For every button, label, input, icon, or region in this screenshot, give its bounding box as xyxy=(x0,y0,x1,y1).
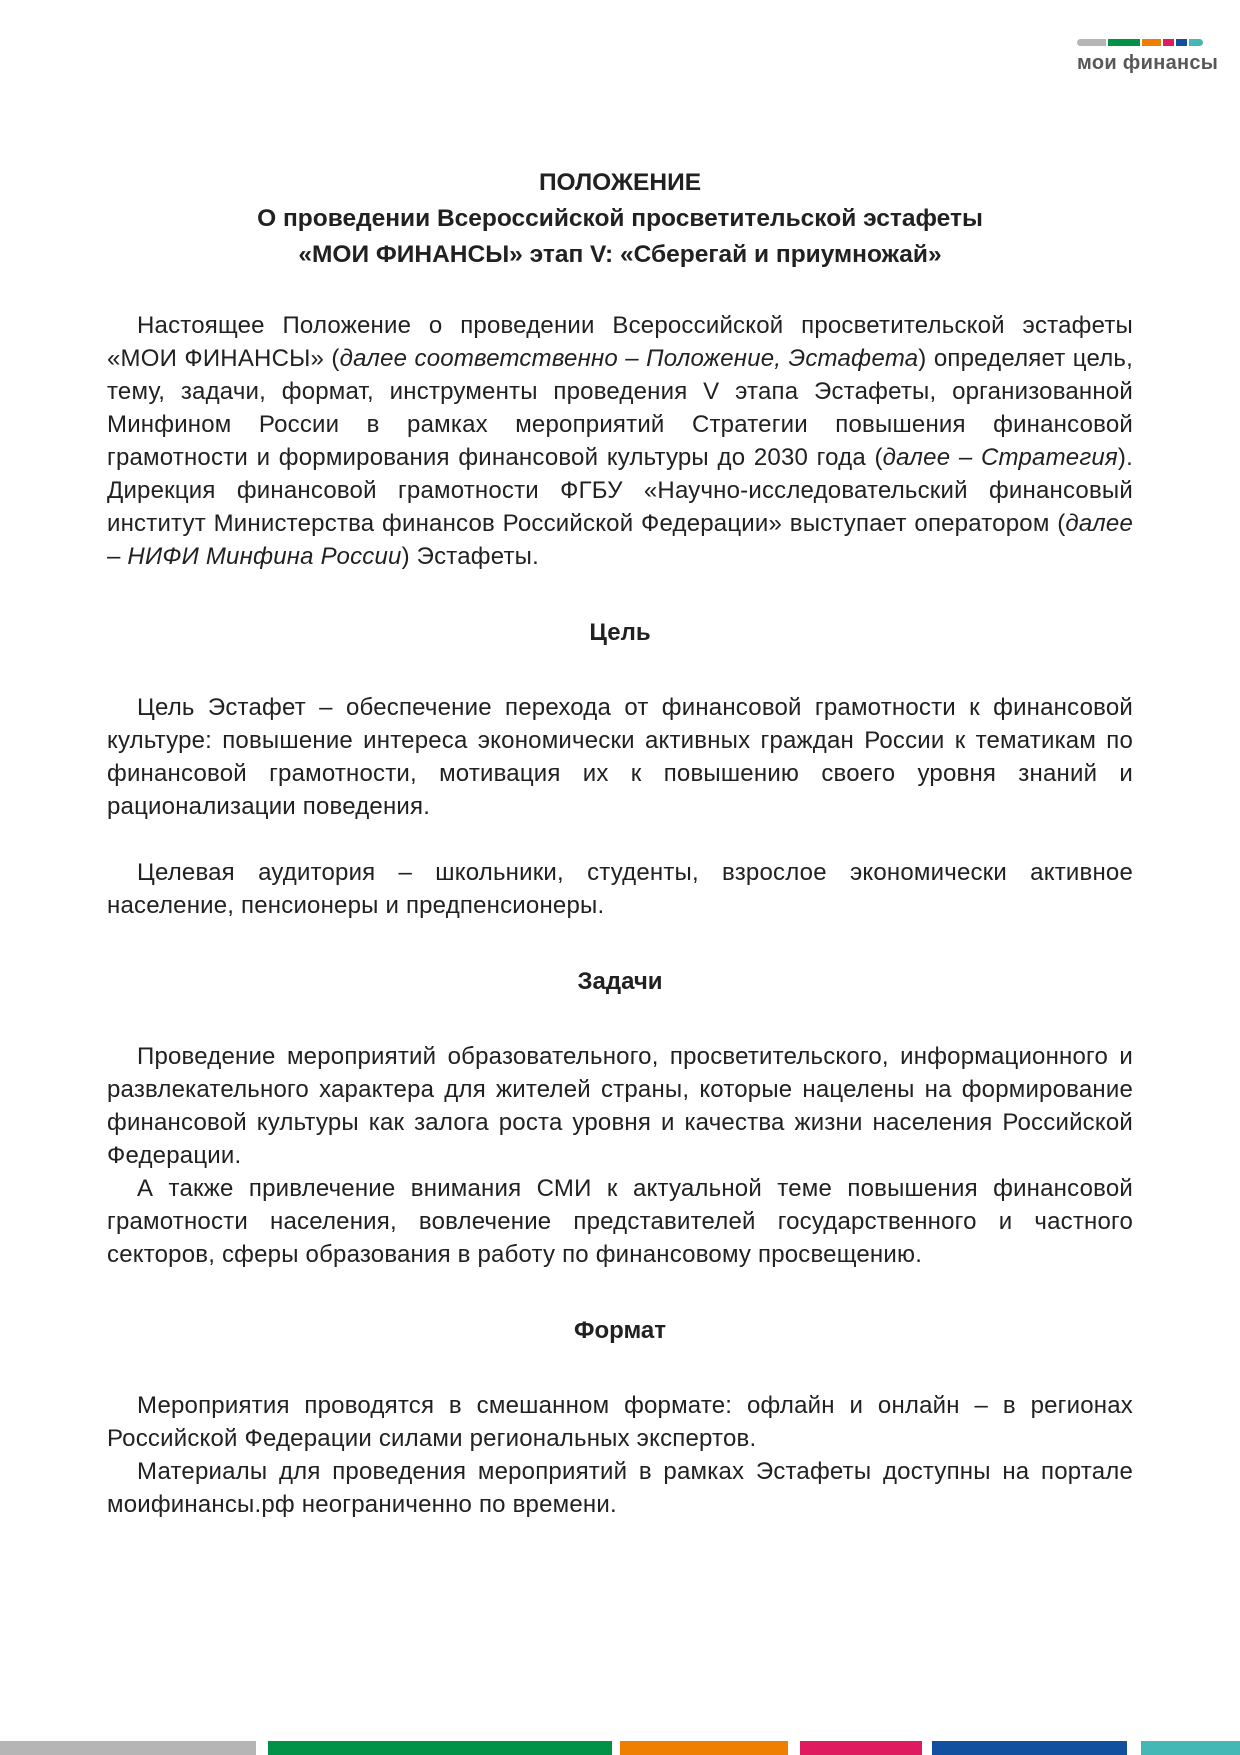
logo-bar-segment-pink xyxy=(1163,39,1174,46)
footer-bar-segment-orange xyxy=(620,1741,788,1755)
footer-bar-segment-pink xyxy=(800,1741,922,1755)
logo-wordmark: мои финансы xyxy=(1077,52,1219,74)
intro-paragraph: Настоящее Положение о проведении Всероссийской просветительской эстафеты «МОИ ФИНАНСЫ» (далее соответственно – Положение, Эстафета) определяет цель, тему, задачи, формат, инструменты проведения V этапа Эстафеты, организованной Минфином России в рамках мероприятий Стратегии повышения финансовой грамотности и формирования финансовой культуры до 2030 года (далее – Стратегия). Дирекция финансовой грамотности ФГБУ «Научно-исследовательский финансовый институт Министерства финансов Российской Федерации» выступает оператором (далее – НИФИ Минфина России) Эстафеты. xyxy=(107,312,1133,570)
logo-bar-segment-green xyxy=(1108,39,1141,46)
title-line-3: «МОИ ФИНАНСЫ» этап V: «Сберегай и приумножай» xyxy=(298,241,942,268)
footer-bar-segment-green xyxy=(268,1741,612,1755)
logo-bar-segment-blue xyxy=(1176,39,1187,46)
tasks-paragraph-2: А также привлечение внимания СМИ к актуальной теме повышения финансовой грамотности населения, вовлечение представителей государственного и частного секторов, сферы образования в работу по финансовому просвещению. xyxy=(107,1175,1133,1268)
title-line-1: ПОЛОЖЕНИЕ xyxy=(538,169,702,196)
logo-bar-segment-orange xyxy=(1142,39,1161,46)
footer-color-bar xyxy=(0,1741,1240,1755)
footer-bar-segment-gray xyxy=(0,1741,256,1755)
document-title xyxy=(107,165,1133,273)
tasks-paragraph-1: Проведение мероприятий образовательного, просветительского, информационного и развлекательного характера для жителей страны, которые нацелены на формирование финансовой культуры как залога роста уровня и качества жизни населения Российской Федерации. xyxy=(107,1043,1133,1169)
audience-paragraph: Целевая аудитория – школьники, студенты, взрослое экономически активное население, пенсионеры и предпенсионеры. xyxy=(107,859,1133,919)
footer-bar-segment-blue xyxy=(932,1741,1127,1755)
format-paragraph-1: Мероприятия проводятся в смешанном формате: офлайн и онлайн – в регионах Российской Федерации силами региональных экспертов. xyxy=(107,1392,1133,1452)
logo-bar-segment-teal xyxy=(1189,39,1203,46)
logo-color-bar-icon xyxy=(1077,39,1203,46)
title-line-2: О проведении Всероссийской просветительской эстафеты xyxy=(257,205,983,232)
goal-paragraph: Цель Эстафет – обеспечение перехода от финансовой грамотности к финансовой культуре: повышение интереса экономически активных граждан России к тематикам по финансовой грамотности, мотивация их к повышению своего уровня знаний и рационализации поведения. xyxy=(107,694,1133,820)
moi-finansy-logo xyxy=(1077,39,1219,75)
format-paragraph-2: Материалы для проведения мероприятий в рамках Эстафеты доступны на портале моифинансы.рф неограниченно по времени. xyxy=(107,1458,1133,1518)
logo-bar-segment-gray xyxy=(1077,39,1106,46)
footer-bar-segment-teal xyxy=(1141,1741,1240,1755)
section-heading-goal: Цель xyxy=(589,619,651,646)
section-heading-format: Формат xyxy=(573,1317,667,1344)
section-heading-tasks: Задачи xyxy=(577,968,663,995)
